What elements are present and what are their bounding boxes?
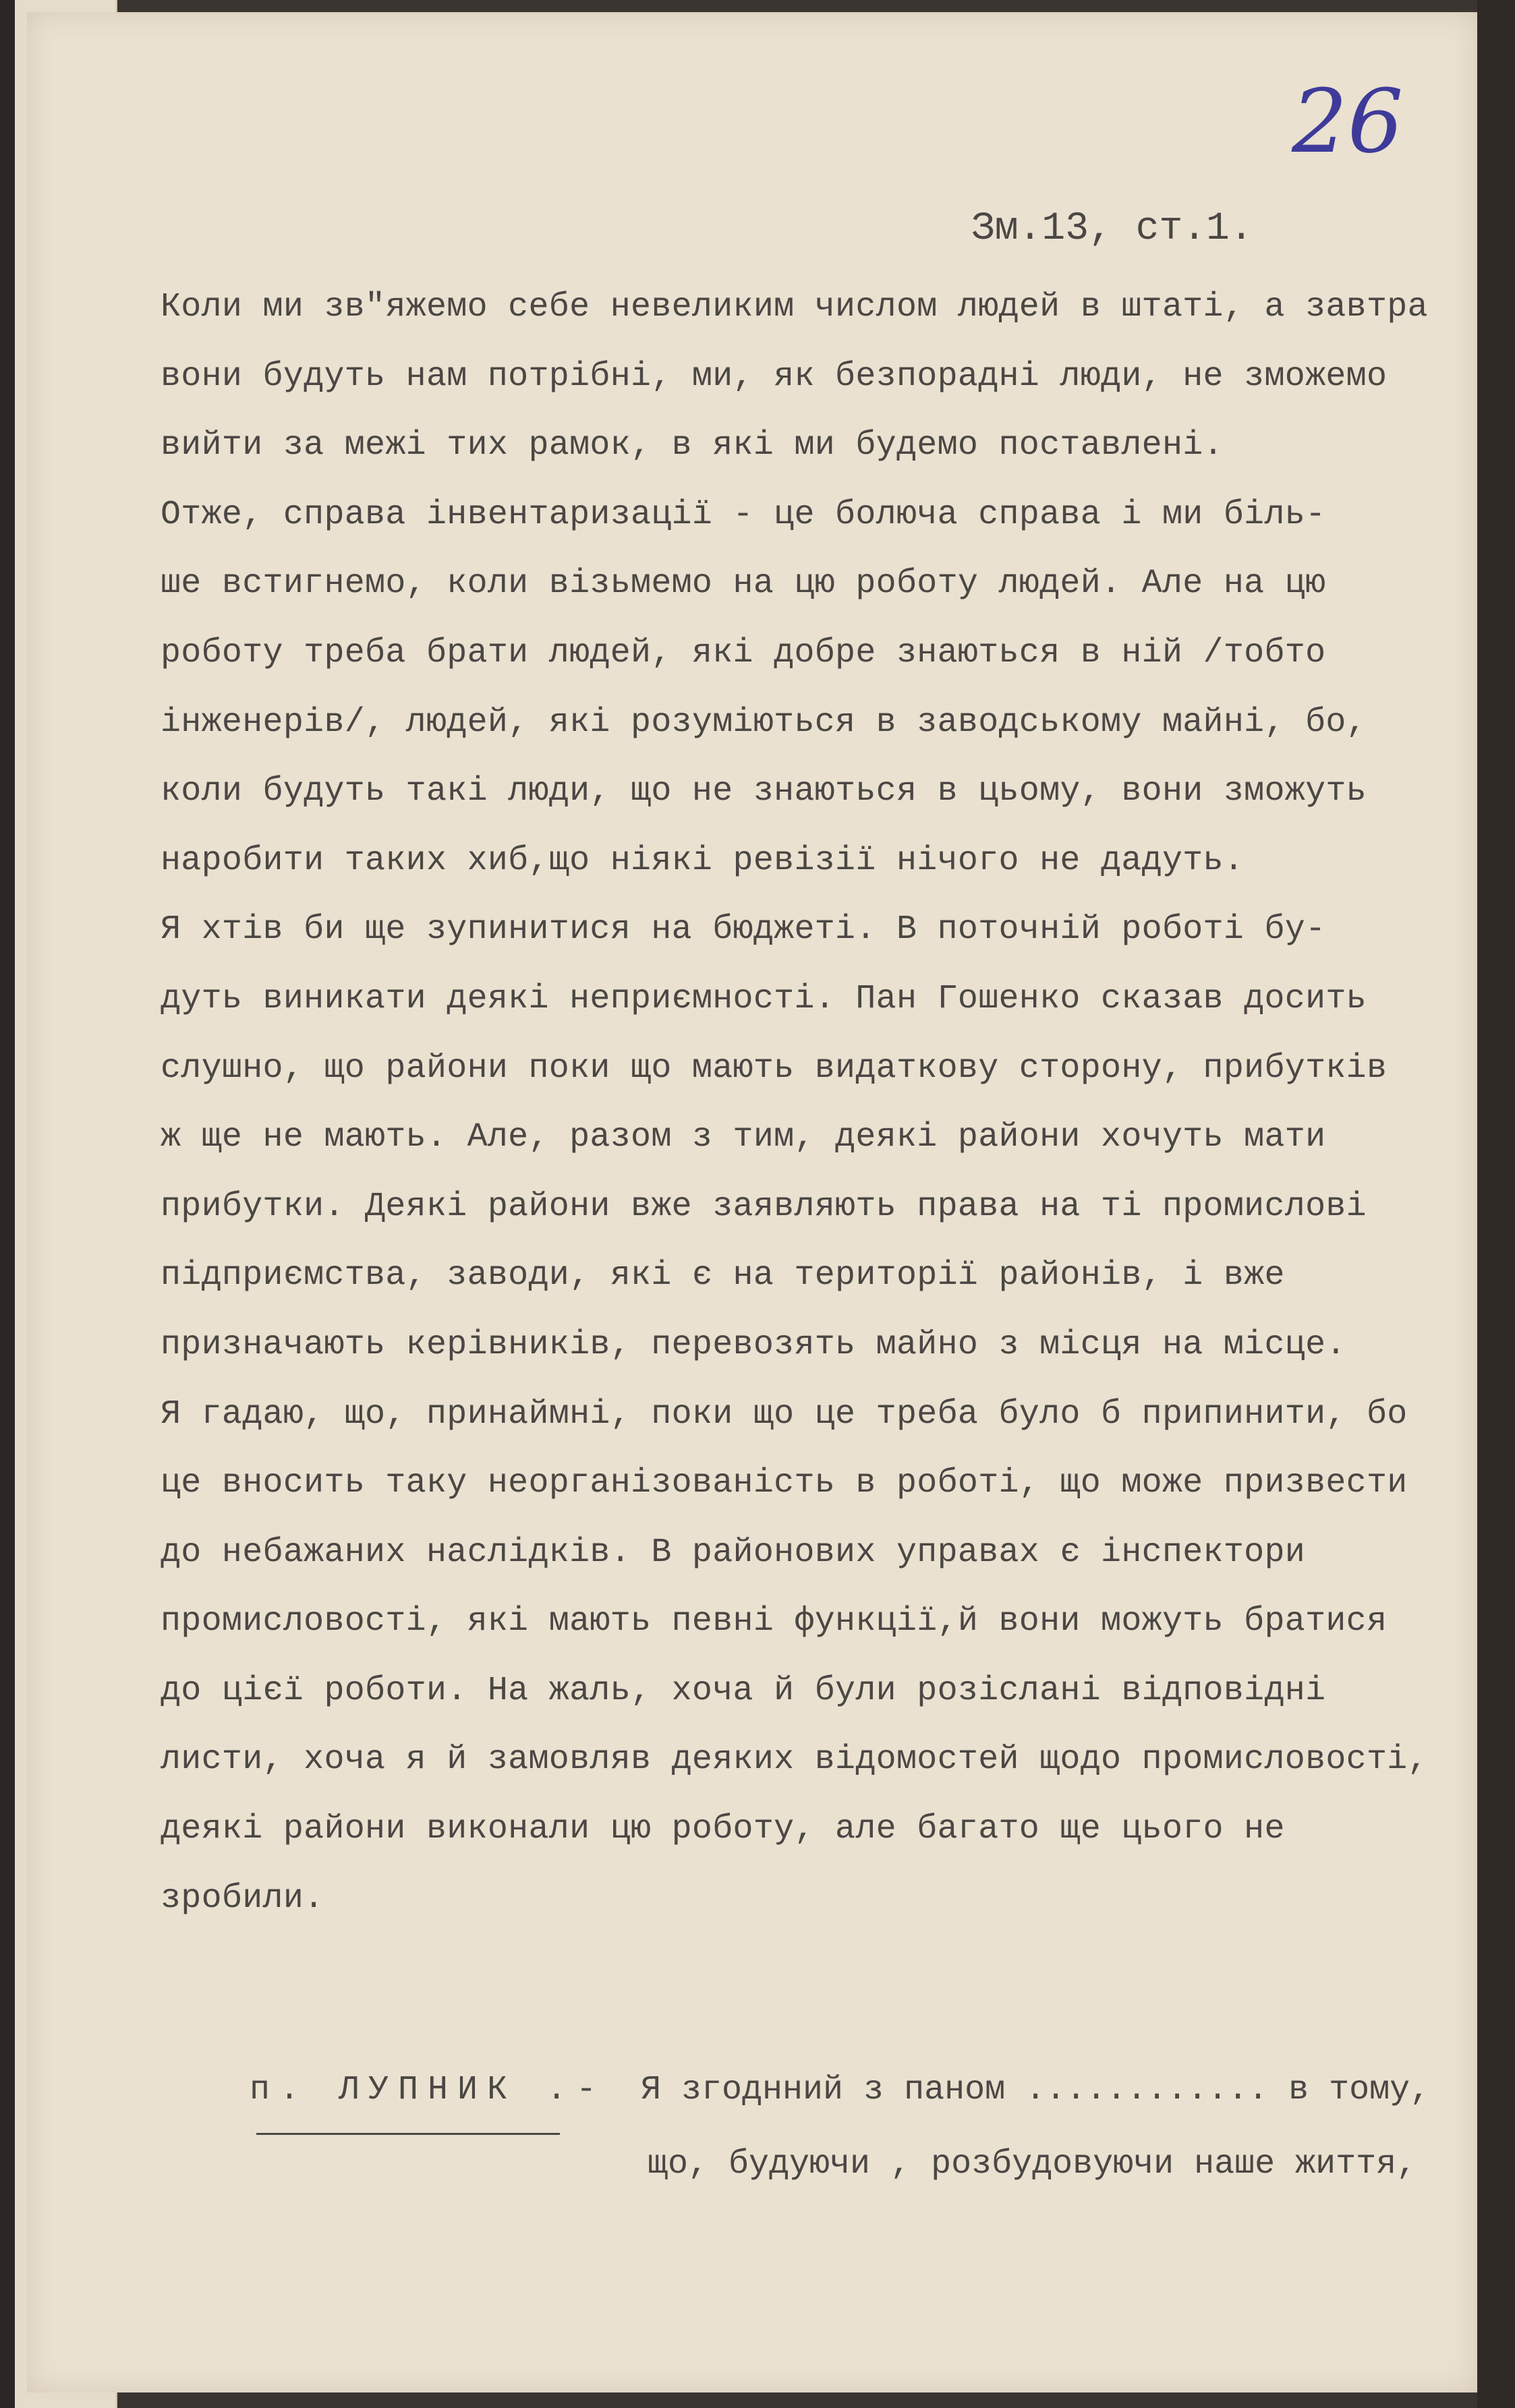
text-line: промисловості, які мають певні функції,й вони можуть братися — [161, 1602, 1388, 1641]
text-line: Коли ми зв"яжемо себе невеликим числом людей в штаті, а завтра — [161, 288, 1428, 326]
speech-line: Я згоднний з паном ............ в тому, — [641, 2071, 1431, 2109]
text-line: підприємства, заводи, які є на території районів, і вже — [161, 1256, 1285, 1295]
text-line: вони будуть нам потрібні, ми, як безпорадні люди, не зможемо — [161, 357, 1388, 396]
text-line: інженерів/, людей, які розуміються в заводському майні, бо, — [161, 703, 1367, 742]
text-line: Отже, справа інвентаризації - це болюча справа і ми біль- — [161, 495, 1326, 534]
text-line: коли будуть такі люди, що не знаються в цьому, вони зможуть — [161, 772, 1367, 811]
text-line: ж ще не мають. Але, разом з тим, деякі райони хочуть мати — [161, 1118, 1326, 1157]
text-line: вийти за межі тих рамок, в які ми будемо поставлені. — [161, 426, 1224, 465]
text-line: слушно, що райони поки що мають видаткову сторону, прибутків — [161, 1049, 1388, 1088]
folio-number: 26 — [1292, 70, 1404, 173]
text-line: до небажаних наслідків. В районових управах є інспектори — [161, 1533, 1306, 1572]
typed-text — [161, 273, 1429, 1933]
speech-line: що, будуючи , розбудовуючи наше життя, — [648, 2145, 1417, 2183]
reference-line: Зм.13, ст.1. — [971, 207, 1253, 251]
speaker-label: п. ЛУПНИК — [250, 2071, 517, 2109]
text-line: роботу треба брати людей, які добре знаються в ній /тобто — [161, 633, 1326, 672]
text-line: дуть виникати деякі неприємності. Пан Гошенко сказав досить — [161, 979, 1367, 1018]
text-line: деякі райони виконали цю роботу, але багато ще цього не — [161, 1810, 1285, 1849]
text-line: ше встигнемо, коли візьмемо на цю роботу людей. Але на цю — [161, 564, 1326, 604]
text-line: до цієї роботи. На жаль, хоча й були розіслані відповідні — [161, 1671, 1326, 1710]
text-line: листи, хоча я й замовляв деяких відомостей щодо промисловості, — [161, 1740, 1428, 1780]
text-line: прибутки. Деякі райони вже заявляють права на ті промислові — [161, 1187, 1367, 1226]
text-line: Я гадаю, що, принаймні, поки що це треба було б припинити, бо — [161, 1394, 1408, 1434]
speech-text — [250, 2053, 1450, 2202]
text-line: зробили. — [161, 1879, 324, 1918]
speaker-section — [250, 2053, 1450, 2215]
scan-background-right — [1477, 0, 1515, 2408]
text-line: це вносить таку неорганізованість в роботі, що може призвести — [161, 1464, 1408, 1503]
scan-background-left — [0, 0, 15, 2408]
text-line: призначають керівників, перевозять майно з місця на місце. — [161, 1325, 1346, 1364]
text-line: наробити таких хиб,що ніякі ревізії нічого не дадуть. — [161, 841, 1245, 880]
speaker-separator: .- — [546, 2071, 606, 2109]
text-line: Я хтів би ще зупинитися на бюджеті. В поточній роботі бу- — [161, 910, 1326, 949]
